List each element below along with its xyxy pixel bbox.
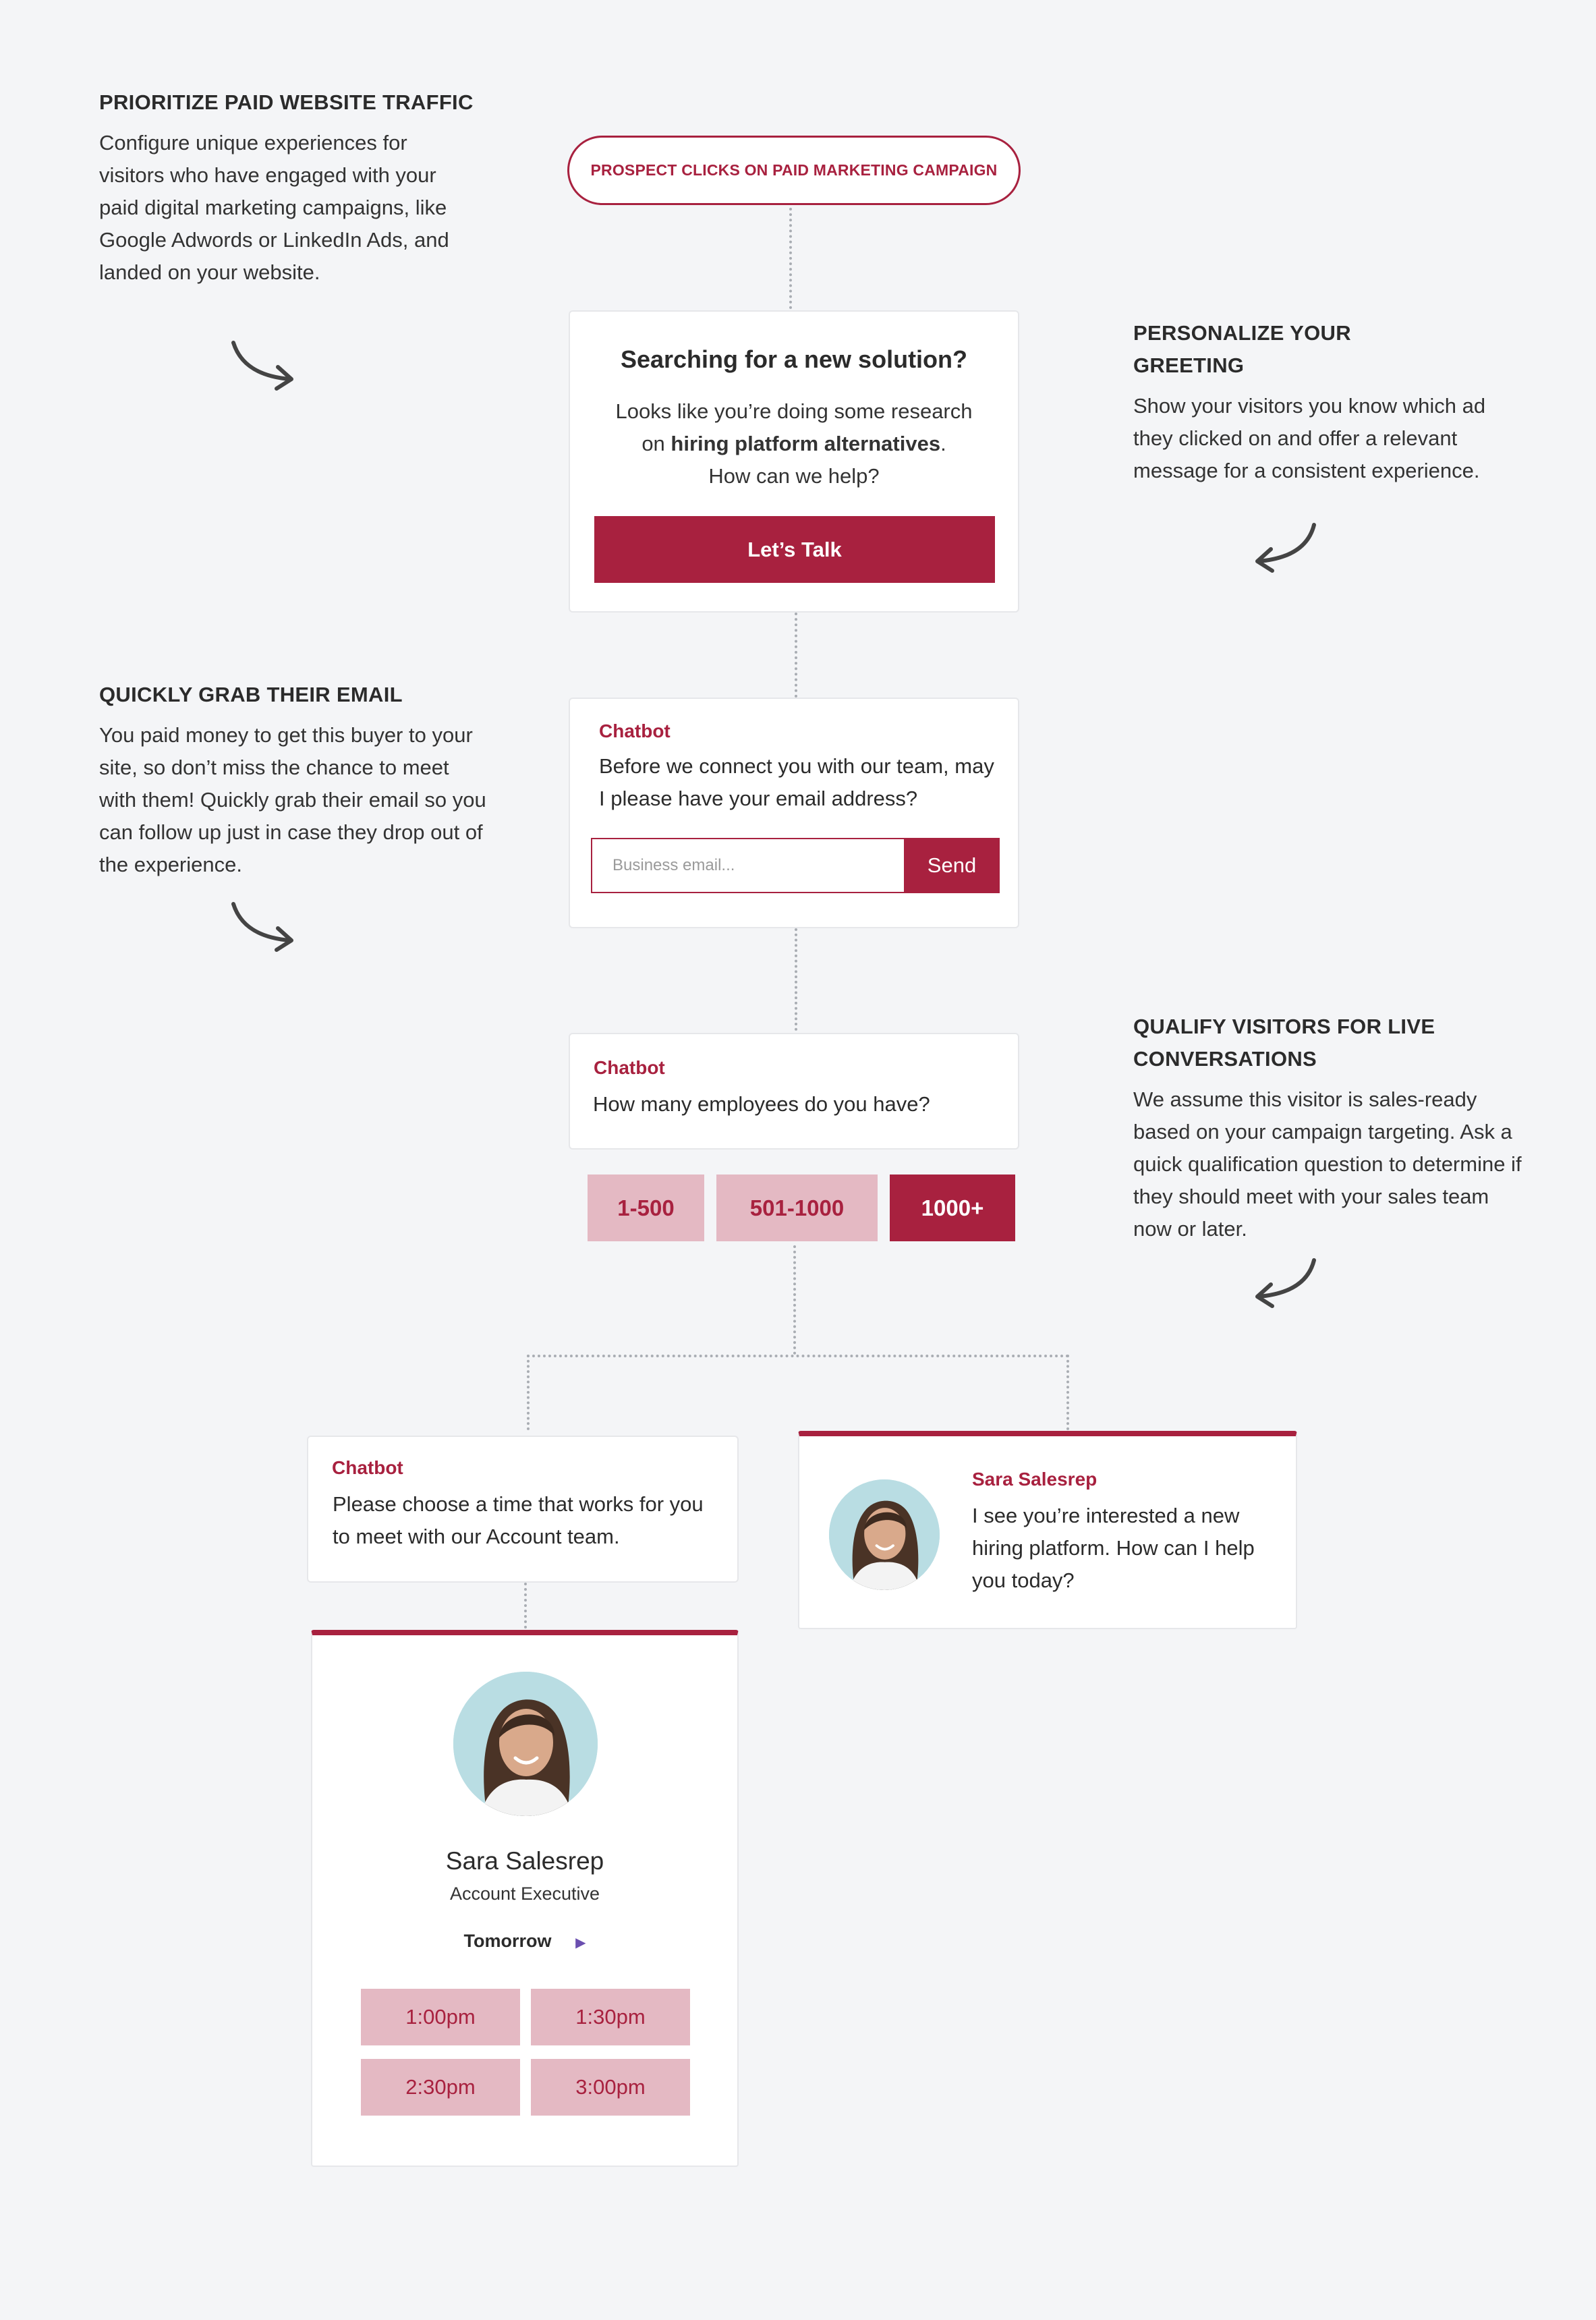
greeting-title: Searching for a new solution? — [620, 345, 968, 373]
chatbot-label: Chatbot — [332, 1457, 403, 1478]
rep-label: Sara Salesrep — [972, 1469, 1098, 1490]
lets-talk-button[interactable]: Let’s Talk — [594, 516, 995, 583]
time-slot[interactable]: 1:30pm — [531, 1989, 690, 2045]
email-placeholder: Business email... — [612, 856, 735, 874]
greeting-line1: Looks like you’re doing some research — [615, 399, 973, 423]
greeting-line3: How can we help? — [708, 464, 880, 488]
live-chat-card — [798, 1431, 1297, 1629]
option-1000-plus[interactable]: 1000+ — [890, 1175, 1015, 1241]
note-qualify — [1133, 1011, 1524, 1245]
employees-step-card — [569, 1033, 1019, 1150]
send-button[interactable]: Send — [904, 838, 1000, 893]
curved-arrow-icon — [228, 899, 302, 953]
note-body: You paid money to get this buyer to your site, so don’t miss the chance to meet with them! Quickly grab their email so you can follow up just in case they drop out of the experience. — [99, 723, 486, 876]
avatar — [829, 1479, 940, 1590]
note-paid-traffic — [99, 86, 477, 289]
avatar — [453, 1672, 598, 1816]
time-slot[interactable]: 2:30pm — [361, 2059, 520, 2116]
greeting-card — [569, 310, 1019, 613]
email-prompt: Before we connect you with our team, may I please have your email address? — [599, 754, 994, 810]
note-title: QUICKLY GRAB THEIR EMAIL — [99, 683, 403, 706]
curved-arrow-icon — [1247, 519, 1321, 573]
note-personalize — [1133, 317, 1511, 487]
greeting-line2-post: . — [940, 432, 946, 455]
schedule-prompt: Please choose a time that works for you to meet with our Account team. — [333, 1492, 704, 1548]
chatbot-label: Chatbot — [594, 1057, 665, 1078]
connector — [793, 1245, 796, 1355]
option-1-500[interactable]: 1-500 — [588, 1175, 704, 1241]
email-input[interactable] — [591, 838, 904, 893]
note-body: We assume this visitor is sales-ready based on your campaign targeting. Ask a quick qualification question to determine if they should meet with your sales team now or later. — [1133, 1087, 1522, 1241]
schedule-step-card — [307, 1436, 739, 1583]
connector — [1066, 1355, 1069, 1430]
next-day-icon[interactable]: ▶ — [575, 1935, 586, 1950]
calendar-card — [311, 1630, 739, 2167]
employees-question: How many employees do you have? — [593, 1092, 930, 1116]
email-step-card — [569, 698, 1019, 928]
day-selector[interactable] — [312, 1931, 737, 1952]
note-body: Show your visitors you know which ad they clicked on and offer a relevant message for a consistent experience. — [1133, 394, 1486, 482]
day-label: Tomorrow — [463, 1931, 552, 1951]
connector — [795, 928, 797, 1031]
connector — [524, 1583, 527, 1634]
option-501-1000[interactable]: 501-1000 — [716, 1175, 878, 1241]
note-title: QUALIFY VISITORS FOR LIVE CONVERSATIONS — [1133, 1015, 1435, 1071]
connector — [527, 1355, 1069, 1357]
chatbot-label: Chatbot — [599, 720, 671, 741]
note-body: Configure unique experiences for visitors who have engaged with your paid digital marketing campaigns, like Google Adwords or LinkedIn Ads, and landed on your website. — [99, 131, 449, 284]
greeting-line2 — [570, 428, 1018, 460]
live-chat-message: I see you’re interested a new hiring platform. How can I help you today? — [972, 1504, 1255, 1592]
curved-arrow-icon — [228, 337, 302, 391]
person-icon — [453, 1672, 598, 1816]
greeting-text — [570, 395, 1018, 492]
note-title: PRIORITIZE PAID WEBSITE TRAFFIC — [99, 90, 474, 114]
note-grab-email — [99, 679, 490, 881]
connector — [527, 1355, 530, 1430]
rep-role: Account Executive — [449, 1884, 600, 1904]
greeting-line2-pre: on — [642, 432, 671, 455]
connector — [789, 208, 792, 309]
person-icon — [829, 1479, 940, 1590]
curved-arrow-icon — [1247, 1255, 1321, 1309]
start-pill — [567, 136, 1021, 205]
connector — [795, 613, 797, 698]
time-slot[interactable]: 1:00pm — [361, 1989, 520, 2045]
time-slot[interactable]: 3:00pm — [531, 2059, 690, 2116]
note-title: PERSONALIZE YOUR GREETING — [1133, 321, 1351, 377]
greeting-keyword: hiring platform alternatives — [671, 432, 941, 455]
start-pill-label: PROSPECT CLICKS ON PAID MARKETING CAMPAIGN — [590, 161, 998, 179]
rep-name: Sara Salesrep — [445, 1847, 604, 1875]
